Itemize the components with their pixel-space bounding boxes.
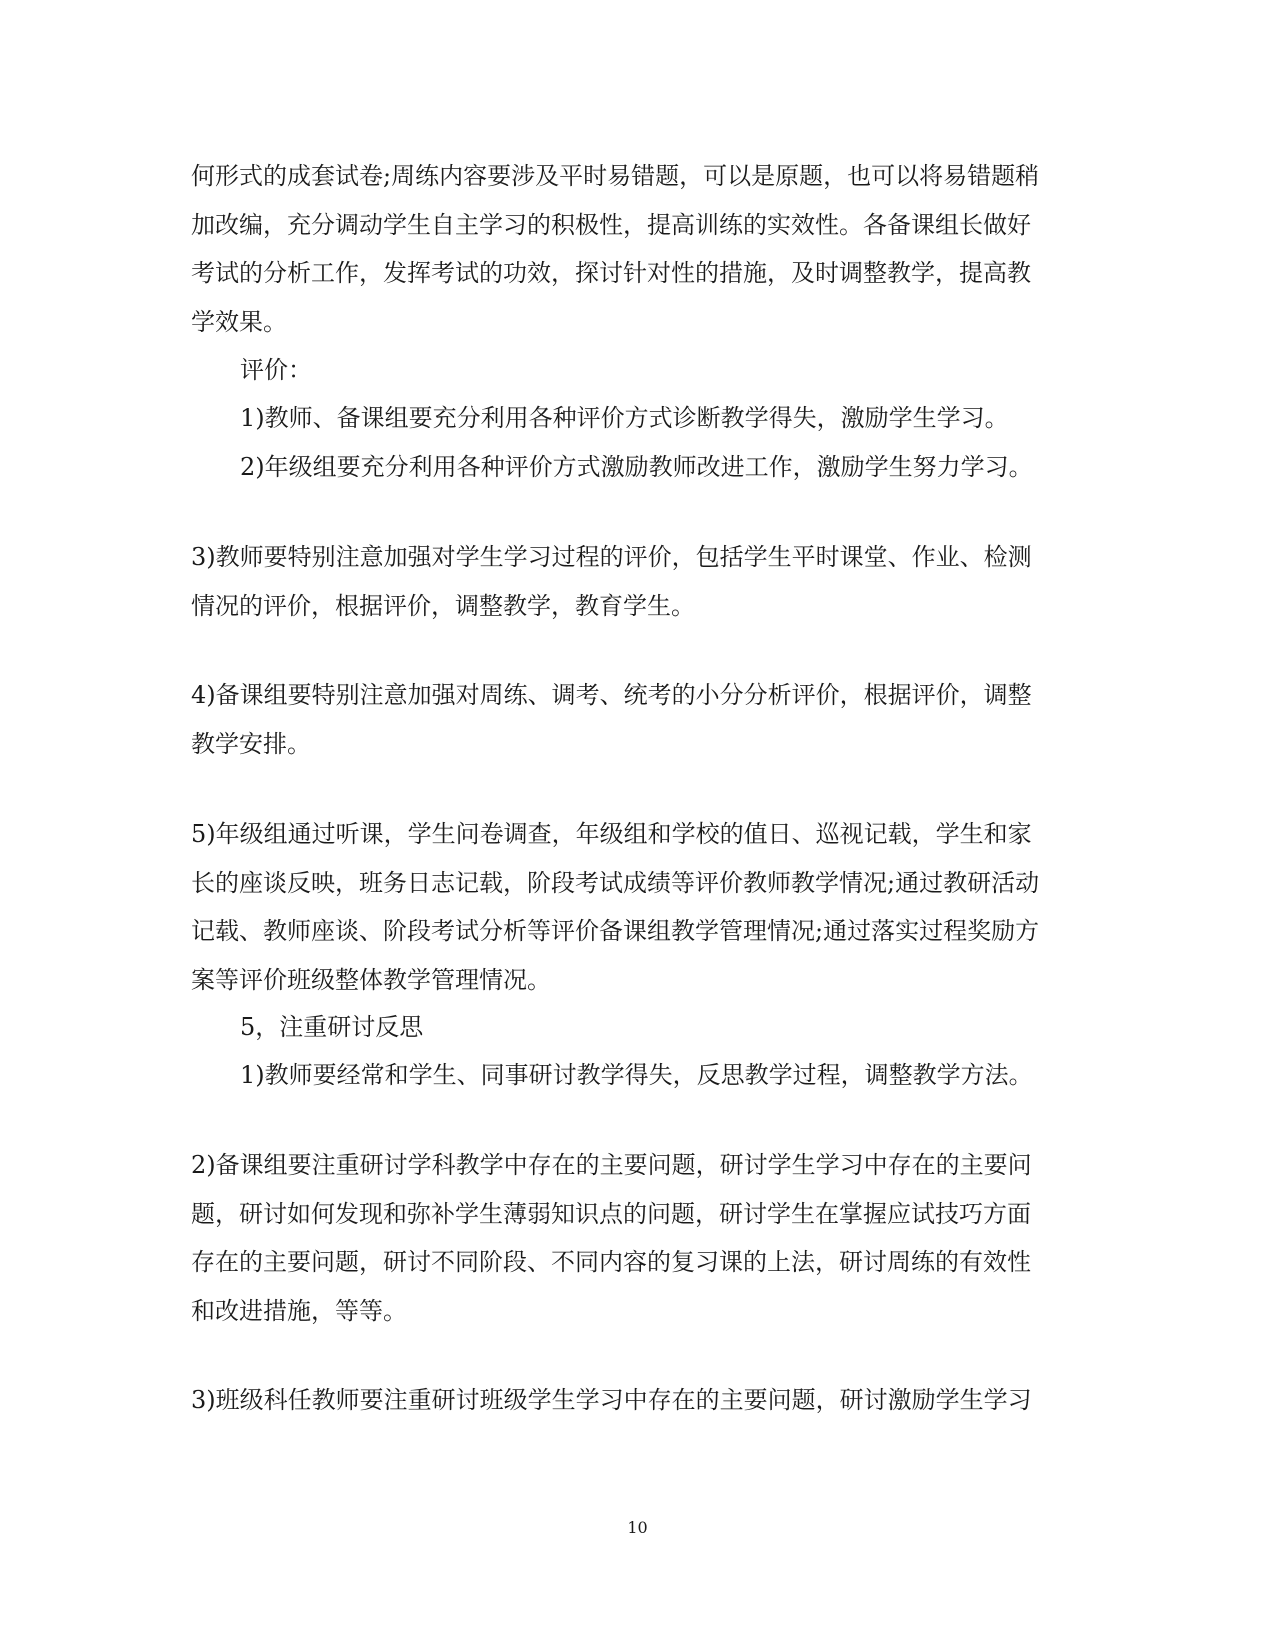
list-item-evaluation-1 <box>240 394 1086 443</box>
text-line: 5，注重研讨反思 <box>240 1013 424 1041</box>
heading-reflection <box>240 1003 1086 1052</box>
text-line: 长的座谈反映，班务日志记载，阶段考试成绩等评价教师教学情况;通过教研活动 <box>191 868 1040 897</box>
text-line: 5)年级组通过听课，学生问卷调查，年级组和学校的值日、巡视记载，学生和家 <box>191 820 1032 848</box>
text-line: 加改编，充分调动学生自主学习的积极性，提高训练的实效性。各备课组长做好 <box>191 210 1031 239</box>
text-line: 1)教师要经常和学生、同事研讨教学得失，反思教学过程，调整教学方法。 <box>240 1061 1033 1089</box>
text-line: 教学安排。 <box>191 729 311 758</box>
text-line: 2)备课组要注重研讨学科教学中存在的主要问题，研讨学生学习中存在的主要问 <box>191 1151 1032 1179</box>
list-item-evaluation-3 <box>191 533 1086 630</box>
list-item-evaluation-2 <box>240 443 1086 492</box>
text-line: 题，研讨如何发现和弥补学生薄弱知识点的问题，研讨学生在掌握应试技巧方面 <box>191 1199 1031 1228</box>
text-line: 考试的分析工作，发挥考试的功效，探讨针对性的措施，及时调整教学，提高教 <box>191 259 1031 287</box>
list-item-evaluation-5 <box>191 810 1086 1004</box>
text-line: 2)年级组要充分利用各种评价方式激励教师改进工作，激励学生努力学习。 <box>240 453 1033 481</box>
text-line: 4)备课组要特别注意加强对周练、调考、统考的小分分析评价，根据评价，调整 <box>191 681 1032 709</box>
heading-evaluation <box>240 346 1086 395</box>
text-line: 记载、教师座谈、阶段考试分析等评价备课组教学管理情况;通过落实过程奖励方 <box>191 917 1040 945</box>
text-line: 3)班级科任教师要注重研讨班级学生学习中存在的主要问题，研讨激励学生学习 <box>191 1386 1032 1414</box>
text-line: 何形式的成套试卷;周练内容要涉及平时易错题，可以是原题，也可以将易错题稍 <box>191 162 1040 190</box>
list-item-reflection-3 <box>191 1376 1086 1425</box>
paragraph-exam-practice <box>191 152 1086 346</box>
text-line: 和改进措施，等等。 <box>191 1296 407 1325</box>
text-line: 学效果。 <box>191 307 287 336</box>
list-item-reflection-1 <box>240 1051 1086 1100</box>
list-item-reflection-2 <box>191 1141 1086 1335</box>
text-line: 情况的评价，根据评价，调整教学，教育学生。 <box>191 591 695 620</box>
page-number: 10 <box>627 1518 648 1537</box>
text-line: 案等评价班级整体教学管理情况。 <box>191 965 551 994</box>
text-line: 1)教师、备课组要充分利用各种评价方式诊断教学得失，激励学生学习。 <box>240 404 1009 432</box>
text-line: 评价： <box>240 356 312 384</box>
list-item-evaluation-4 <box>191 671 1086 768</box>
text-line: 3)教师要特别注意加强对学生学习过程的评价，包括学生平时课堂、作业、检测 <box>191 543 1032 571</box>
text-line: 存在的主要问题，研讨不同阶段、不同内容的复习课的上法，研讨周练的有效性 <box>191 1248 1031 1276</box>
